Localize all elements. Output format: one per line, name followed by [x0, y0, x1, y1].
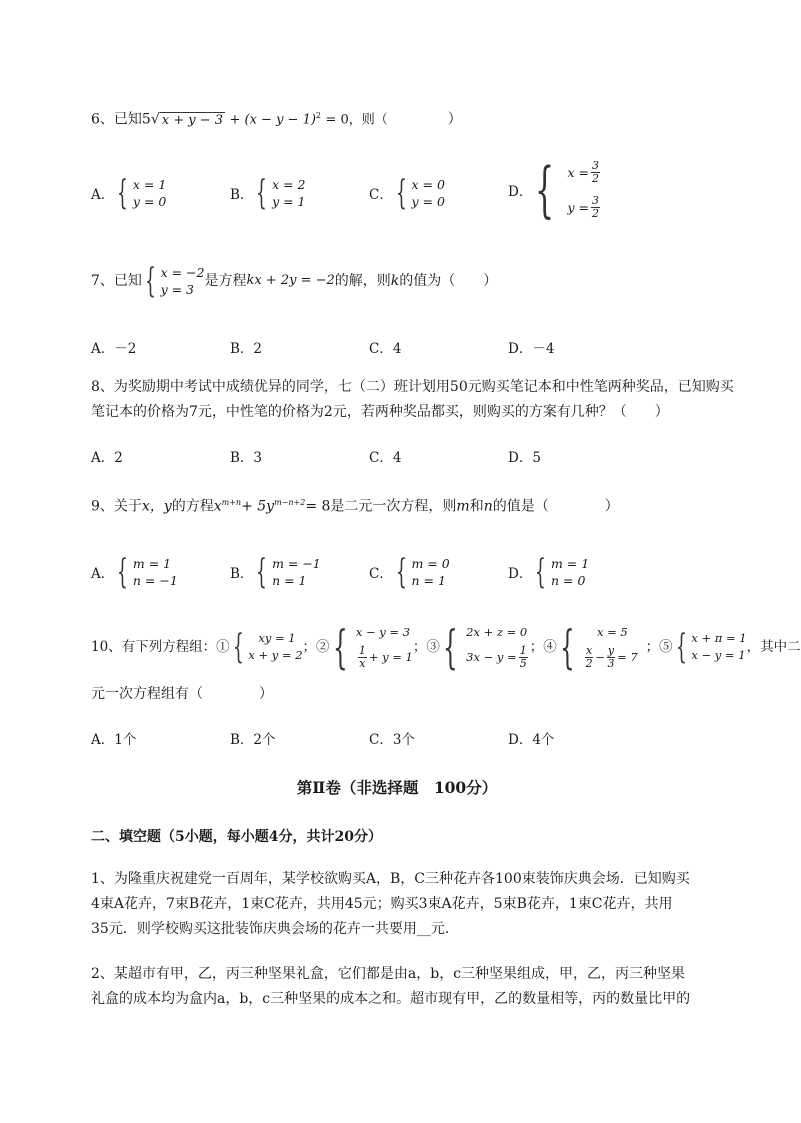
- q8-option-d: D．5: [508, 450, 541, 466]
- f1-line-3: 35元．则学校购买这批装饰庆典会场的花卉一共要用__元．: [91, 921, 459, 937]
- q10-option-b: B．2个: [230, 732, 276, 748]
- row-1-lhs: x =: [567, 165, 590, 180]
- equation-system: [117, 173, 167, 213]
- q9-option-a: [91, 552, 178, 592]
- f1-line-2: 4束A花卉，7束B花卉，1束C花卉，共用45元；购买3束A花卉，5束B花卉，1束C花卉，共用: [91, 896, 673, 912]
- row-2-lhs: y =: [567, 200, 590, 215]
- equation-system: { m = −1 n = 1: [256, 552, 321, 592]
- row-2: y = 1: [272, 194, 306, 209]
- q8-option-c: C．4: [369, 450, 402, 466]
- section-heading: 二、填空题（5小题，每小题4分，共计20分）: [91, 829, 382, 845]
- q7-equation: kx + 2y = −2: [246, 273, 335, 288]
- q10-line-2: 元一次方程组有（ ）: [91, 686, 273, 702]
- equation-system: { m = 1 n = 0: [535, 552, 590, 592]
- equation-system: [395, 173, 445, 213]
- fraction: $\frac{1}{x}$: [358, 644, 366, 670]
- row-2: y = 3: [160, 282, 194, 297]
- brace: {: [535, 552, 547, 592]
- equation-system: [535, 155, 602, 225]
- q7-k: k: [390, 273, 400, 289]
- q6-exp: 2: [315, 111, 322, 120]
- equation-system: [144, 261, 205, 301]
- q6-option-c: [369, 173, 445, 213]
- q6-coef: 5: [141, 111, 151, 128]
- q7-option-d: D．－4: [508, 341, 555, 357]
- fraction: $\frac{y}{3}$: [607, 644, 615, 670]
- q6-eq: = 0，则（: [325, 112, 388, 128]
- option-label: D．: [508, 566, 533, 582]
- q10-option-d: D．4个: [508, 732, 555, 748]
- row-1: x = 1: [132, 177, 167, 192]
- brace: {: [395, 552, 407, 592]
- q6-paren-close: ）: [447, 111, 462, 128]
- q8-line-1: 8、为奖励期中考试中成绩优异的同学，七（二）班计划用50元购买笔记本和中性笔两种奖品，已知购买: [91, 379, 734, 395]
- q7-option-a: A．－2: [91, 341, 137, 357]
- system-4: { x = 5 $\frac{x}{2}$ − $\frac{y}{3}$ = 7: [559, 620, 638, 674]
- system-2: { x − y = 3 $\frac{1}{x}$ + y = 1: [332, 620, 413, 674]
- q7-mid: 是方程: [204, 273, 247, 289]
- question-6-stem: [91, 106, 462, 131]
- brace: {: [442, 620, 458, 674]
- row-1: x = −2: [160, 265, 205, 280]
- option-label: C．: [369, 566, 393, 582]
- q9-vars: x，y: [141, 498, 172, 515]
- q9-prefix: 9、关于: [91, 498, 142, 515]
- f1-line-1: 1、为隆重庆祝建党一百周年，某学校欲购买A，B，C三种花卉各100束装饰庆典会场．已知购买: [91, 871, 690, 887]
- q7-suffix2: 的值为（ ）: [399, 273, 498, 289]
- q6-option-a: [91, 173, 167, 213]
- option-label: A．: [91, 566, 115, 582]
- q6-option-d: [508, 155, 602, 225]
- q9-suffix2: 的值是（ ）: [492, 498, 619, 515]
- brace: {: [332, 620, 348, 674]
- question-10-stem: 10、有下列方程组：① { xy = 1 x + y = 2 ；② { x − y = 3 $\frac{1}{x}$ + y = 1 ；③ { 2x + z = 0 3x − y = $\frac{1}{5}$ ；④ { x = 5 $\frac{x}{2}$ − $\frac{y}{3}$ = 7 ；⑤ { x + π = 1 x − y = 1 ，其中二: [91, 620, 801, 674]
- row-1: x = 0: [411, 177, 445, 192]
- q9-y-exponent: m−n+2: [274, 498, 306, 507]
- brace: {: [559, 620, 575, 674]
- row-2: y = 0: [132, 194, 167, 209]
- q6-option-b: [230, 173, 306, 213]
- f2-line-1: 2、某超市有甲，乙，丙三种坚果礼盒，它们都是由a，b，c三种坚果组成，甲，乙，丙三种坚果: [91, 966, 686, 982]
- q8-option-a: A．2: [91, 450, 123, 466]
- equation-system: [256, 173, 306, 213]
- system-1: { xy = 1 x + y = 2: [232, 627, 303, 667]
- option-label: C．: [369, 187, 393, 203]
- brace: {: [117, 552, 129, 592]
- q9-x-exponent: m+n: [221, 498, 242, 507]
- q7-option-c: C．4: [369, 341, 402, 357]
- brace: {: [117, 173, 129, 213]
- q9-option-b: [230, 552, 321, 592]
- q8-option-b: B．3: [230, 450, 263, 466]
- brace: {: [256, 173, 268, 213]
- row-1: x = 2: [272, 177, 306, 192]
- question-7-stem: [91, 261, 498, 301]
- q10-option-a: A．1个: [91, 732, 137, 748]
- option-label: D．: [508, 184, 533, 200]
- fraction: $\frac{1}{5}$: [519, 644, 527, 670]
- option-label: B．: [230, 566, 254, 582]
- equation-system: { m = 1 n = −1: [117, 552, 178, 592]
- system-5: { x + π = 1 x − y = 1: [675, 627, 747, 667]
- q9-suffix1: 是二元一次方程，则: [330, 498, 457, 515]
- q10-option-c: C．3个: [369, 732, 415, 748]
- q8-line-2: 笔记本的价格为7元，中性笔的价格为2元，若两种奖品都买，则购买的方案有几种？（ ）: [91, 404, 669, 420]
- q9-option-d: [508, 552, 590, 592]
- q7-prefix: 7、已知: [91, 273, 142, 289]
- q9-option-c: [369, 552, 450, 592]
- brace: {: [675, 627, 687, 667]
- fraction: $\frac{3}{2}$: [592, 194, 600, 220]
- q7-suffix1: 的解，则: [334, 273, 391, 289]
- q6-prefix: 6、已知: [91, 111, 142, 128]
- fraction: $\frac{x}{2}$: [585, 644, 593, 670]
- q10-tail: ，其中二: [746, 639, 801, 655]
- brace: {: [144, 261, 156, 301]
- system-3: { 2x + z = 0 3x − y = $\frac{1}{5}$: [442, 620, 528, 674]
- row-2: y = 0: [411, 194, 445, 209]
- brace: {: [232, 627, 244, 667]
- option-label: B．: [230, 187, 254, 203]
- fraction: $\frac{3}{2}$: [592, 159, 600, 185]
- brace: {: [256, 552, 268, 592]
- q7-option-b: B．2: [230, 341, 263, 357]
- equation-system: { m = 0 n = 1: [395, 552, 450, 592]
- section-title: 第Ⅱ卷（非选择题 100分）: [296, 778, 498, 797]
- brace: {: [535, 155, 555, 225]
- q9-mid: 的方程: [171, 498, 214, 515]
- option-label: A．: [91, 187, 115, 203]
- q10-prefix: 10、有下列方程组：①: [91, 639, 230, 655]
- question-9-stem: 9、关于x，y的方程$x^{m+n}+ 5y^{m-n+2}= 8$是二元一次方程，则m和n的值是（ ）: [91, 498, 619, 515]
- f2-line-2: 礼盒的成本均为盒内a，b，c三种坚果的成本之和。超市现有甲，乙的数量相等，丙的数量比甲的: [91, 991, 691, 1007]
- sqrt-sign: √: [150, 111, 160, 128]
- brace: {: [395, 173, 407, 213]
- q6-square-term: + (x − y − 1): [229, 112, 316, 128]
- q6-radicand: x + y − 3: [161, 112, 224, 128]
